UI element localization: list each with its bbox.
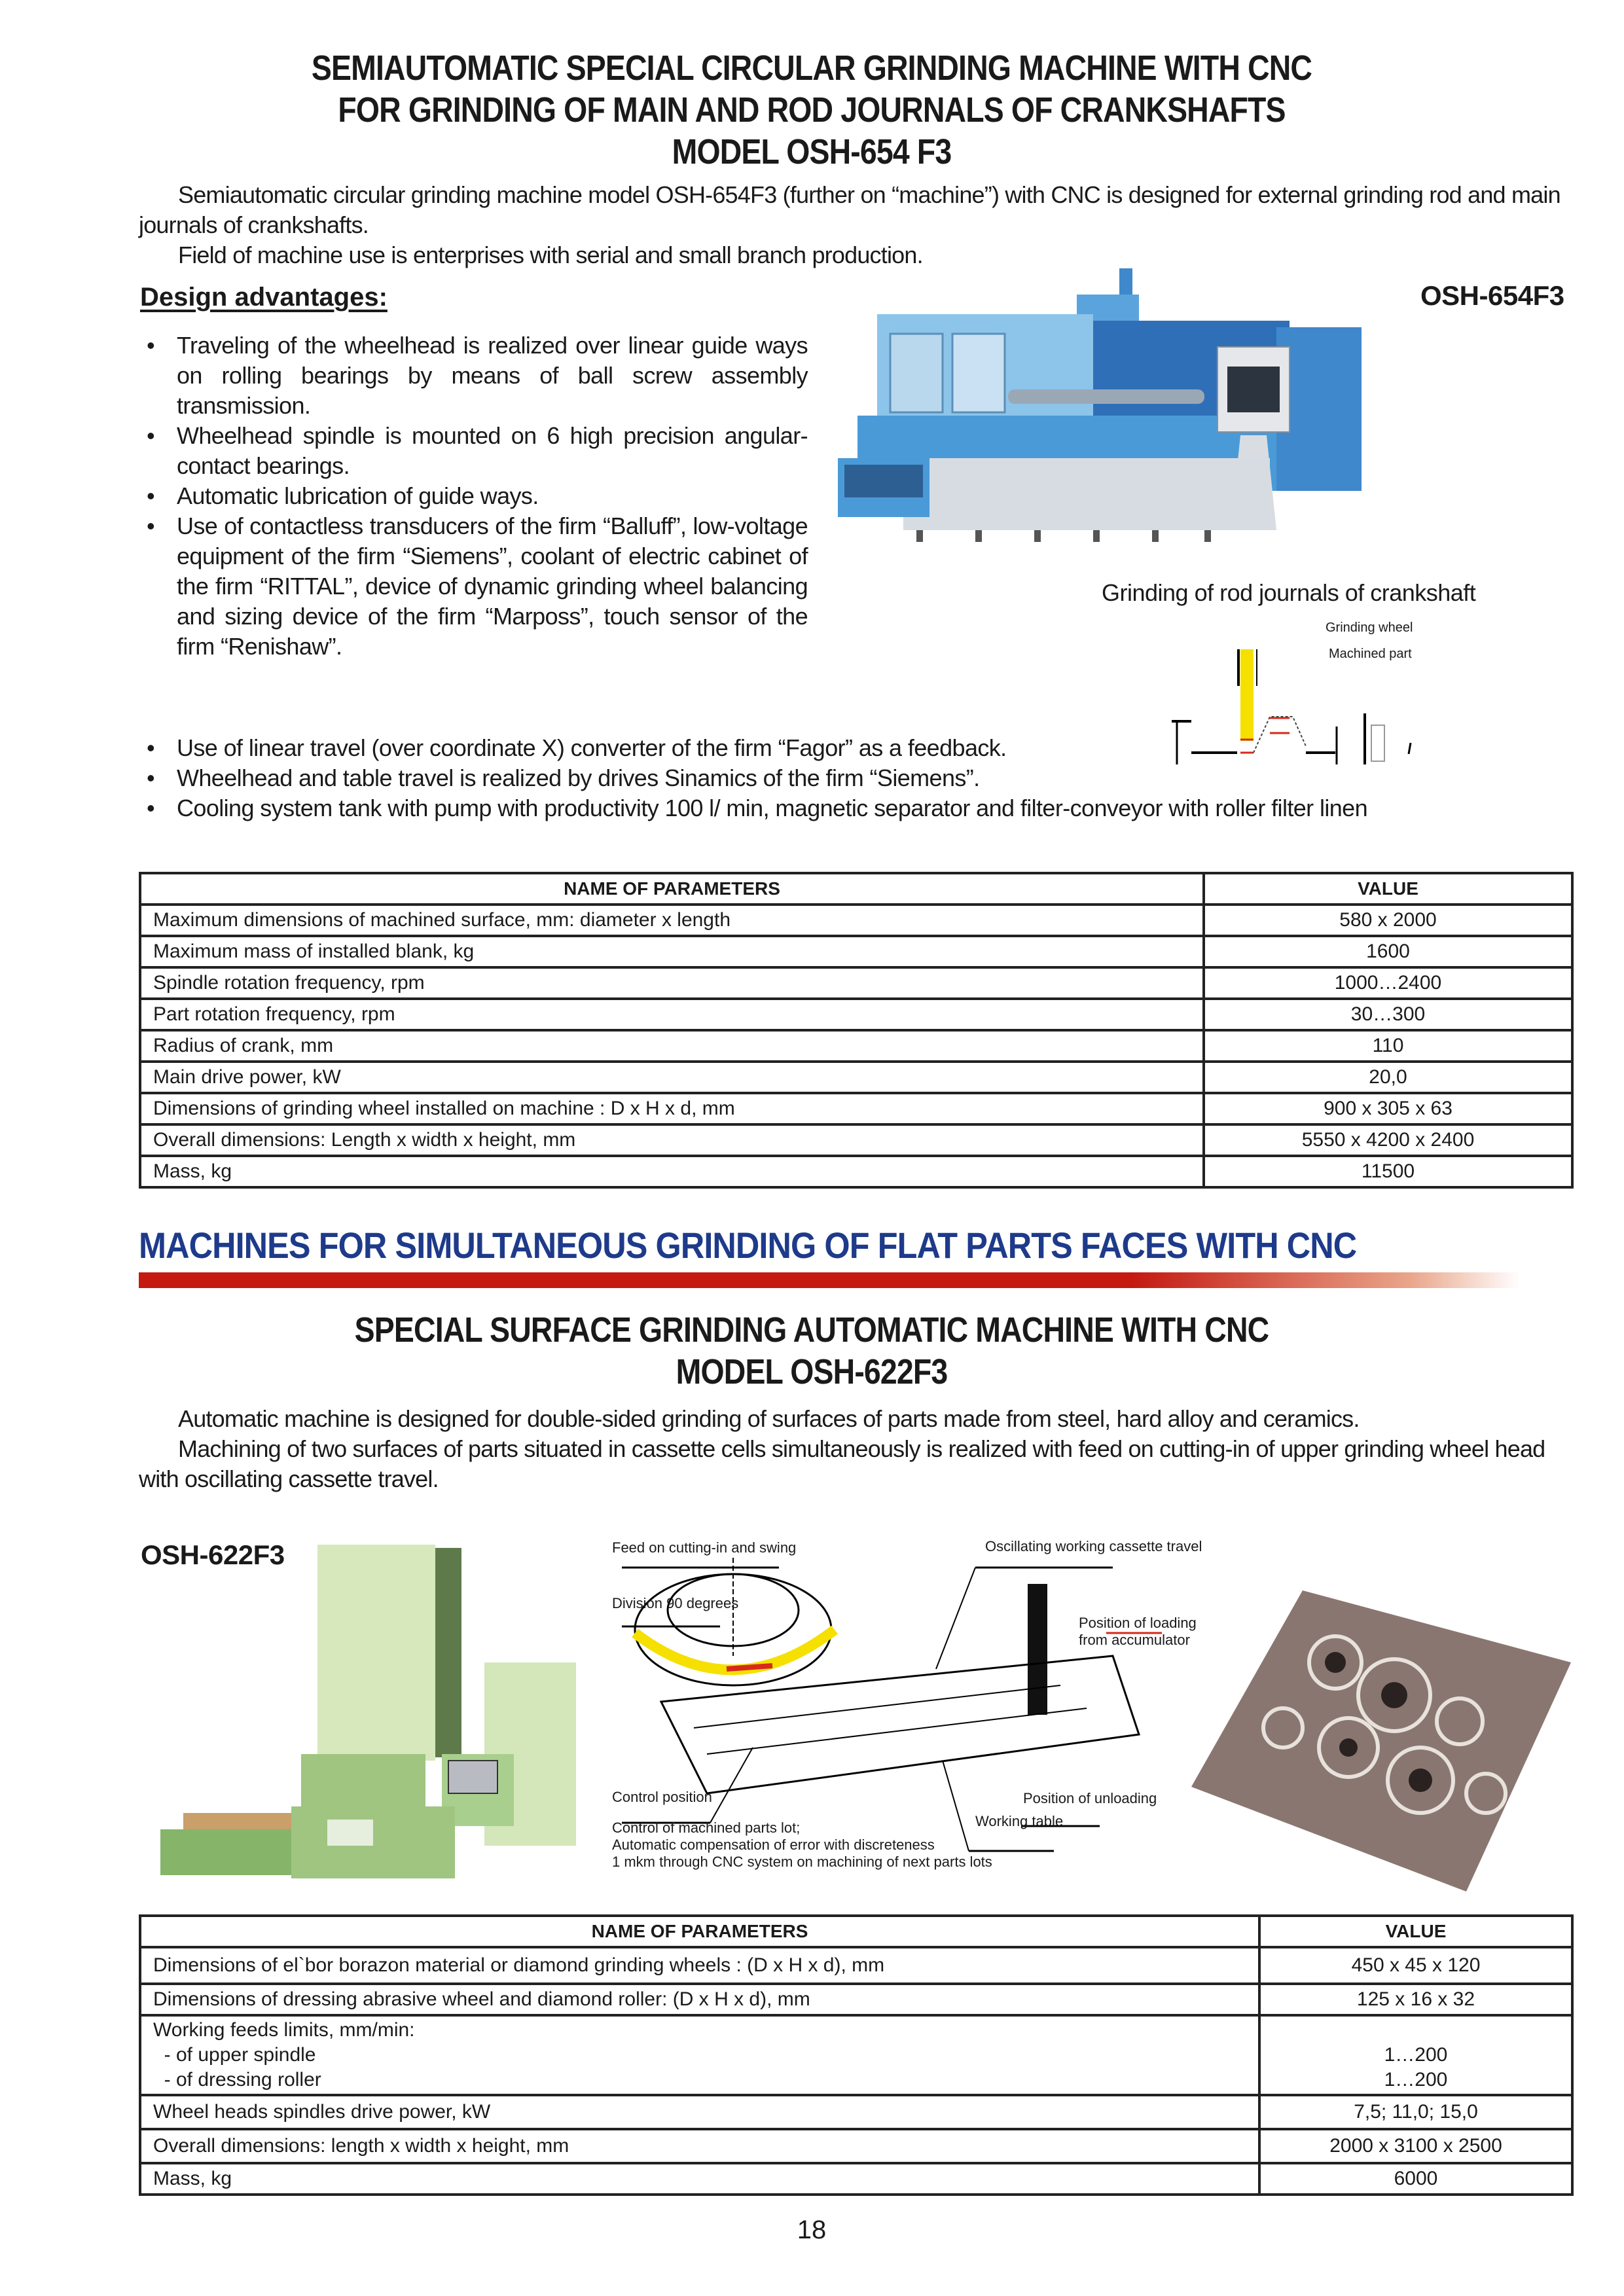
crankshaft-diagram-title: Grinding of rod journals of crankshaft [1102, 579, 1476, 606]
table-row [140, 905, 1572, 936]
param-value-multiline [1259, 2015, 1572, 2095]
param-value: 450 x 45 x 120 [1259, 1947, 1572, 1984]
design-advantages-heading: Design advantages: [140, 283, 388, 312]
intro-paragraph: Machining of two surfaces of parts situated in cassette cells simultaneously is realized with feed on cutting-in of upper grinding wheel head with oscillating cassette travel. [139, 1435, 1545, 1492]
table-row [140, 1093, 1572, 1124]
machine-photo-osh622 [144, 1532, 596, 1885]
title-line: MODEL OSH-654 F3 [672, 132, 952, 171]
table-header-row [140, 873, 1572, 905]
param-value: 1600 [1204, 936, 1572, 967]
param-value: 2000 x 3100 x 2500 [1259, 2129, 1572, 2163]
label-unloading-position: Position of unloading [1023, 1790, 1157, 1806]
param-name: Mass, kg [140, 1156, 1204, 1187]
param-name: Dimensions of grinding wheel installed on machine : D x H x d, mm [140, 1093, 1204, 1124]
advantage-item: • Cooling system tank with pump with productivity 100 l/ min, magnetic separator and filter-conveyor with roller filter linen [140, 793, 1580, 823]
param-name: Maximum dimensions of machined surface, mm: diameter x length [140, 905, 1204, 936]
param-name: Spindle rotation frequency, rpm [140, 967, 1204, 999]
table-row [140, 1984, 1572, 2015]
model-tag-osh622: OSH-622F3 [141, 1539, 285, 1570]
parts-illustration [1185, 1584, 1571, 1892]
param-name-line: - of upper spindle [153, 2044, 316, 2066]
label-oscillating-travel: Oscillating working cassette travel [985, 1538, 1202, 1554]
spec-table-osh654 [139, 872, 1574, 1189]
advantage-item: • Wheelhead and table travel is realized by drives Sinamics of the firm “Siemens”. [140, 763, 1580, 793]
table-row [140, 936, 1572, 967]
label-machined-part: Machined part [1329, 647, 1412, 661]
label-line: from accumulator [1079, 1632, 1190, 1648]
parameters-table [139, 1914, 1574, 2196]
param-name: Overall dimensions: Length x width x height, mm [140, 1124, 1204, 1156]
label-grinding-wheel: Grinding wheel [1326, 620, 1413, 635]
param-value: 580 x 2000 [1204, 905, 1572, 936]
param-name: Overall dimensions: length x width x height, mm [140, 2129, 1259, 2163]
machined-parts-photo [1185, 1584, 1571, 1892]
param-value-line: 1…200 [1384, 2069, 1448, 2090]
param-value: 110 [1204, 1030, 1572, 1062]
label-division-90: Division 90 degrees [612, 1595, 739, 1611]
intro-paragraph: Semiautomatic circular grinding machine model OSH-654F3 (further on “machine”) with CNC is designed for external grinding rod and main journals of crankshafts. [139, 181, 1561, 238]
param-value: 6000 [1259, 2163, 1572, 2195]
section2-title [243, 1309, 1380, 1393]
table-row [140, 999, 1572, 1030]
param-name-line: Working feeds limits, mm/min: [153, 2019, 415, 2041]
header-name: NAME OF PARAMETERS [140, 1916, 1259, 1947]
label-loading-position [1079, 1615, 1197, 1649]
parameters-table [139, 872, 1574, 1189]
param-value-line [1272, 2018, 1559, 2043]
section2-banner-heading: MACHINES FOR SIMULTANEOUS GRINDING OF FLAT PARTS FACES WITH CNC [139, 1225, 1357, 1266]
param-name: Mass, kg [140, 2163, 1259, 2195]
intro-paragraph: Automatic machine is designed for double-sided grinding of surfaces of parts made from steel, hard alloy and ceramics. [178, 1405, 1360, 1432]
title-line: SEMIAUTOMATIC SPECIAL CIRCULAR GRINDING MACHINE WITH CNC [311, 48, 1312, 88]
diagram-notes [612, 1820, 1070, 1871]
advantage-item: • Traveling of the wheelhead is realized over linear guide ways on rolling bearings by means of ball screw assembly transmission. [140, 331, 808, 421]
param-name: Main drive power, kW [140, 1062, 1204, 1093]
advantages-list-wide [140, 733, 1580, 823]
label-control-position: Control position [612, 1789, 712, 1805]
advantages-list-narrow [140, 331, 808, 662]
param-value: 7,5; 11,0; 15,0 [1259, 2095, 1572, 2129]
section1-intro [139, 180, 1572, 270]
table-row [140, 1947, 1572, 1984]
param-value-line: 1…200 [1384, 2044, 1448, 2066]
spec-table-osh622 [139, 1914, 1574, 2196]
note-line: 1 mkm through CNC system on machining of next parts lots [612, 1854, 992, 1870]
title-line: MODEL OSH-622F3 [676, 1352, 948, 1391]
machine-illustration [838, 268, 1551, 550]
label-working-table: Working table [975, 1813, 1064, 1829]
param-value: 5550 x 4200 x 2400 [1204, 1124, 1572, 1156]
advantage-item: • Use of linear travel (over coordinate X) converter of the firm “Fagor” as a feedback. [140, 733, 1580, 763]
param-value: 11500 [1204, 1156, 1572, 1187]
table-row [140, 2015, 1572, 2095]
param-value: 900 x 305 x 63 [1204, 1093, 1572, 1124]
header-value: VALUE [1204, 873, 1572, 905]
table-row [140, 1124, 1572, 1156]
table-row [140, 1030, 1572, 1062]
param-name: Maximum mass of installed blank, kg [140, 936, 1204, 967]
param-value: 125 x 16 x 32 [1259, 1984, 1572, 2015]
advantage-item: • Use of contactless transducers of the firm “Balluff”, low-voltage equipment of the firm “Siemens”, coolant of electric cabinet of the firm “RITTAL”, device of dynamic grinding wheel balancing and sizing device of the firm “Marposs”, touch sensor of the firm “Renishaw”. [140, 511, 808, 662]
machine-illustration [144, 1532, 596, 1885]
param-name-line: - of dressing roller [153, 2069, 321, 2090]
model-tag-osh654: OSH-654F3 [1420, 280, 1564, 311]
page-number: 18 [797, 2215, 827, 2244]
advantage-item: • Wheelhead spindle is mounted on 6 high precision angular-contact bearings. [140, 421, 808, 481]
section1-title [243, 47, 1380, 173]
intro-paragraph: Field of machine use is enterprises with serial and small branch production. [178, 242, 923, 268]
table-row [140, 2095, 1572, 2129]
param-name: Dimensions of el`bor borazon material or diamond grinding wheels : (D x H x d), mm [140, 1947, 1259, 1984]
note-line: Automatic compensation of error with discreteness [612, 1837, 935, 1853]
table-row [140, 1156, 1572, 1187]
param-name-multiline [140, 2015, 1259, 2095]
table-row [140, 2129, 1572, 2163]
label-line: Position of loading [1079, 1615, 1197, 1631]
red-divider-bar [139, 1272, 1520, 1288]
table-row [140, 2163, 1572, 2195]
table-row [140, 1062, 1572, 1093]
param-value: 1000…2400 [1204, 967, 1572, 999]
title-line: FOR GRINDING OF MAIN AND ROD JOURNALS OF CRANKSHAFTS [338, 90, 1286, 130]
param-value: 20,0 [1204, 1062, 1572, 1093]
param-name: Part rotation frequency, rpm [140, 999, 1204, 1030]
header-value: VALUE [1259, 1916, 1572, 1947]
machine-photo-osh654 [838, 268, 1551, 550]
advantage-item: • Automatic lubrication of guide ways. [140, 481, 808, 511]
title-line: SPECIAL SURFACE GRINDING AUTOMATIC MACHINE WITH CNC [354, 1310, 1269, 1350]
header-name: NAME OF PARAMETERS [140, 873, 1204, 905]
label-feed-swing: Feed on cutting-in and swing [612, 1539, 797, 1556]
note-line: Control of machined parts lot; [612, 1820, 801, 1836]
param-value: 30…300 [1204, 999, 1572, 1030]
param-name: Dimensions of dressing abrasive wheel and diamond roller: (D x H x d), mm [140, 1984, 1259, 2015]
table-row [140, 967, 1572, 999]
param-name: Radius of crank, mm [140, 1030, 1204, 1062]
param-name: Wheel heads spindles drive power, kW [140, 2095, 1259, 2129]
table-header-row [140, 1916, 1572, 1947]
section2-intro [139, 1404, 1572, 1494]
